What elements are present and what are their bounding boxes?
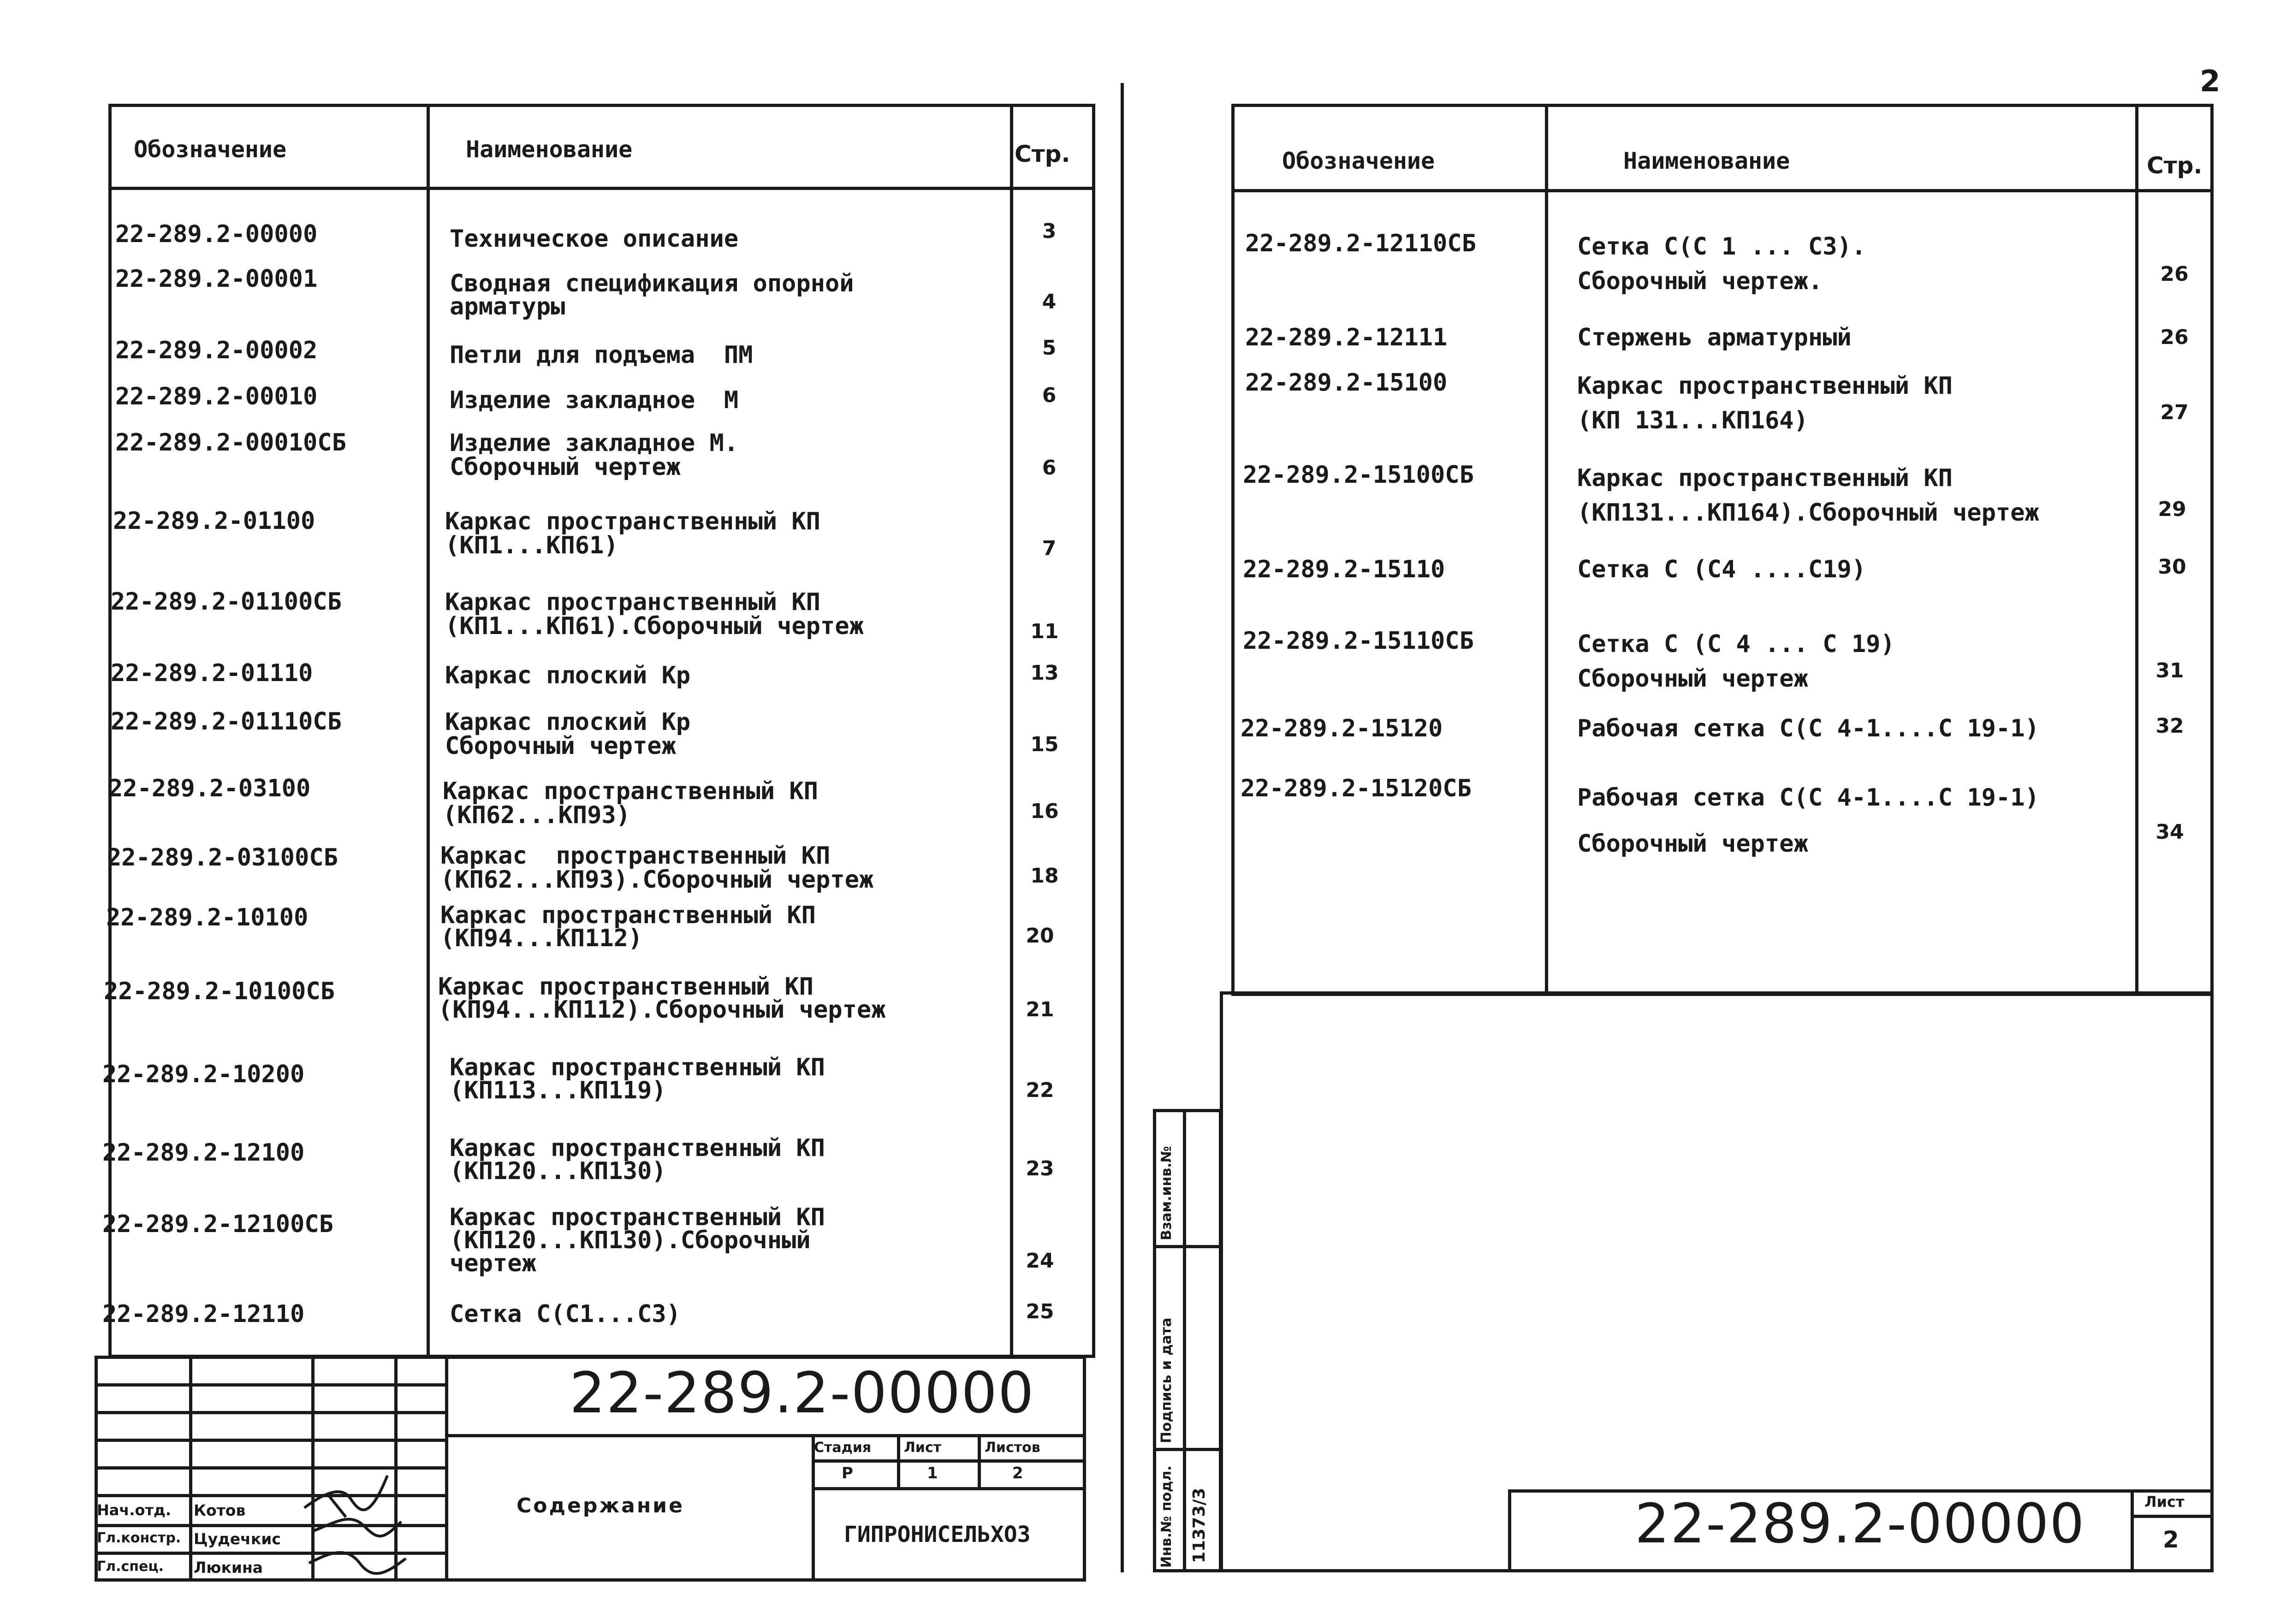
right-row-page: 27: [2160, 401, 2189, 424]
left-row-code: 22-289.2-00001: [115, 265, 318, 293]
left-row-code: 22-289.2-00010: [115, 383, 318, 410]
left-row-name: Сетка С(С1...С3): [450, 1300, 681, 1328]
right-row-name: Сетка С (С4 ....С19): [1577, 556, 1866, 583]
right-row-name: Сетка С(С 1 ... С3). Сборочный чертеж.: [1577, 233, 1866, 295]
right-row-name: Сетка С (С 4 ... С 19) Сборочный чертеж: [1577, 630, 1895, 693]
tb-sep: [2131, 1489, 2134, 1572]
left-row-name: Петли для подъема ПМ: [450, 341, 753, 369]
left-row-name: Каркас пространственный КП (КП94...КП112): [440, 901, 816, 952]
left-drawing-code: 22-289.2-00000: [570, 1360, 1035, 1426]
left-row-page: 11: [1030, 620, 1059, 643]
right-sheet-label: Лист: [2144, 1493, 2185, 1511]
right-header-name: Наименование: [1623, 148, 1790, 174]
left-row-page: 13: [1030, 661, 1059, 685]
left-row-name: Техническое описание: [450, 225, 739, 253]
side-stamp-field: Подпись и дата: [1158, 1317, 1175, 1443]
left-row-name: Каркас пространственный КП (КП113...КП119): [450, 1054, 825, 1104]
left-header-page: Стр.: [1015, 141, 1070, 167]
tb-sep: [978, 1434, 981, 1487]
inventory-number: 11373/3: [1190, 1488, 1209, 1563]
left-row-page: 3: [1042, 219, 1057, 243]
right-row-code: 22-289.2-15110: [1243, 556, 1445, 583]
left-row-name: Каркас пространственный КП (КП120...КП130).Сборочный чертеж: [450, 1203, 825, 1277]
left-row-page: 22: [1026, 1079, 1054, 1102]
right-col-divider-1: [1545, 104, 1548, 996]
left-row-page: 24: [1026, 1249, 1054, 1273]
staff-name: Люкина: [194, 1559, 263, 1577]
tb-sep: [445, 1434, 1086, 1437]
left-header-designation: Обозначение: [134, 136, 287, 163]
right-row-name: Каркас пространственный КП (КП131...КП164).Сборочный чертеж: [1577, 464, 2039, 527]
right-lower-frame: [1220, 991, 2214, 1572]
tb-sep: [95, 1439, 445, 1442]
tb-sep: [1153, 1448, 1222, 1451]
right-col-divider-2: [2135, 104, 2138, 996]
left-row-code: 22-289.2-10100: [106, 904, 309, 931]
right-row-name: Стержень арматурный: [1577, 324, 1852, 351]
right-row-name: Рабочая сетка С(С 4-1....С 19-1) Сборочный чертеж: [1577, 784, 2039, 858]
tb-sep: [1153, 1245, 1222, 1248]
organization-name: ГИПРОНИСЕЛЬХОЗ: [844, 1522, 1031, 1547]
sheet-number: 2: [2200, 65, 2221, 99]
left-row-name: Каркас пространственный КП (КП94...КП112).Сборочный чертеж: [438, 973, 886, 1024]
left-row-code: 22-289.2-10200: [102, 1061, 305, 1088]
left-row-page: 23: [1026, 1157, 1054, 1180]
left-row-code: 22-289.2-03100: [108, 775, 311, 802]
left-row-code: 22-289.2-00002: [115, 337, 318, 364]
right-row-page: 29: [2158, 498, 2186, 521]
left-row-code: 22-289.2-12110: [102, 1300, 305, 1328]
right-row-code: 22-289.2-12111: [1245, 324, 1448, 351]
right-row-code: 22-289.2-15120СБ: [1241, 775, 1472, 802]
left-row-page: 4: [1042, 290, 1057, 314]
right-row-name: Рабочая сетка С(С 4-1....С 19-1): [1577, 715, 2039, 742]
left-row-code: 22-289.2-12100СБ: [102, 1210, 333, 1238]
left-row-name: Каркас плоский Кр Сборочный чертеж: [445, 708, 691, 760]
left-row-code: 22-289.2-01100СБ: [111, 588, 342, 616]
sheets-value: 2: [1012, 1464, 1023, 1482]
tb-sep: [812, 1459, 1086, 1463]
right-header-line: [1231, 189, 2214, 192]
left-row-page: 16: [1030, 800, 1059, 823]
staff-name: Котов: [194, 1501, 246, 1519]
sheet-value: 1: [927, 1464, 938, 1482]
left-row-name: Каркас пространственный КП (КП1...КП61): [445, 508, 820, 559]
left-header-line: [108, 187, 1095, 190]
document-title: Содержание: [517, 1494, 684, 1517]
staff-role: Гл.констр.: [97, 1530, 181, 1546]
right-sheet-value: 2: [2163, 1526, 2179, 1553]
tb-sep: [812, 1434, 815, 1582]
right-row-page: 30: [2158, 555, 2186, 579]
left-row-name: Каркас пространственный КП (КП1...КП61).Сборочный чертеж: [445, 588, 864, 640]
left-row-page: 6: [1042, 456, 1057, 480]
sheet-label: Лист: [904, 1440, 942, 1456]
right-header-page: Стр.: [2147, 152, 2203, 179]
signatures: [295, 1466, 415, 1582]
right-row-page: 34: [2155, 820, 2184, 844]
left-row-code: 22-289.2-03100СБ: [107, 844, 338, 871]
left-row-page: 21: [1026, 998, 1054, 1021]
left-row-code: 22-289.2-12100: [102, 1139, 305, 1167]
left-row-code: 22-289.2-00000: [115, 220, 318, 248]
left-row-page: 7: [1042, 537, 1057, 560]
left-row-page: 18: [1030, 864, 1059, 888]
tb-sep: [2131, 1515, 2214, 1518]
left-col-divider-2: [1010, 104, 1013, 1358]
staff-name: Цудечкис: [194, 1530, 281, 1548]
right-header-designation: Обозначение: [1282, 148, 1435, 174]
left-row-name: Каркас плоский Кр: [445, 662, 691, 689]
side-stamp-field: Инв.№ подл.: [1158, 1465, 1175, 1568]
right-row-page: 26: [2160, 262, 2189, 286]
left-row-name: Каркас пространственный КП (КП62...КП93): [443, 777, 818, 829]
right-row-page: 26: [2160, 326, 2189, 349]
left-row-name: Каркас пространственный КП (КП62...КП93).Сборочный чертеж: [440, 842, 874, 894]
staff-role: Нач.отд.: [97, 1501, 172, 1519]
left-row-page: 15: [1030, 733, 1059, 756]
tb-sep: [95, 1411, 445, 1414]
left-row-name: Изделие закладное М. Сборочный чертеж: [450, 429, 739, 481]
left-row-page: 25: [1026, 1300, 1054, 1323]
left-row-code: 22-289.2-10100СБ: [104, 978, 335, 1005]
left-header-name: Наименование: [466, 136, 633, 163]
staff-role: Гл.спец.: [97, 1559, 164, 1575]
right-row-code: 22-289.2-12110СБ: [1245, 230, 1476, 257]
right-row-page: 32: [2155, 714, 2184, 738]
tb-sep: [897, 1434, 900, 1487]
left-row-code: 22-289.2-01110СБ: [111, 708, 342, 735]
left-row-name: Изделие закладное М: [450, 386, 739, 414]
sheets-label: Листов: [985, 1440, 1040, 1456]
left-row-name: Каркас пространственный КП (КП120...КП130): [450, 1134, 825, 1185]
left-row-code: 22-289.2-01110: [111, 659, 313, 687]
stage-value: Р: [842, 1464, 853, 1482]
side-stamp-field: Взам.инв.№: [1158, 1146, 1175, 1240]
page-divider: [1121, 83, 1124, 1572]
left-row-code: 22-289.2-01100: [113, 507, 315, 535]
right-row-page: 31: [2155, 659, 2184, 682]
right-drawing-code: 22-289.2-00000: [1635, 1492, 2085, 1555]
tb-sep: [95, 1383, 445, 1387]
left-row-code: 22-289.2-00010СБ: [115, 429, 346, 456]
left-row-page: 5: [1042, 336, 1057, 360]
right-row-code: 22-289.2-15100: [1245, 369, 1448, 397]
tb-sep: [445, 1356, 448, 1582]
right-row-code: 22-289.2-15120: [1241, 715, 1443, 742]
tb-sep: [1183, 1109, 1186, 1572]
left-row-name: Сводная спецификация опорной арматуры: [450, 270, 854, 320]
right-row-code: 22-289.2-15100СБ: [1243, 461, 1474, 489]
tb-sep: [812, 1487, 1086, 1490]
left-col-divider-1: [427, 104, 430, 1358]
left-row-page: 6: [1042, 384, 1057, 407]
stage-label: Стадия: [814, 1440, 872, 1456]
right-row-code: 22-289.2-15110СБ: [1243, 627, 1474, 655]
right-row-name: Каркас пространственный КП (КП 131...КП164): [1577, 372, 1953, 434]
left-row-page: 20: [1026, 924, 1054, 948]
